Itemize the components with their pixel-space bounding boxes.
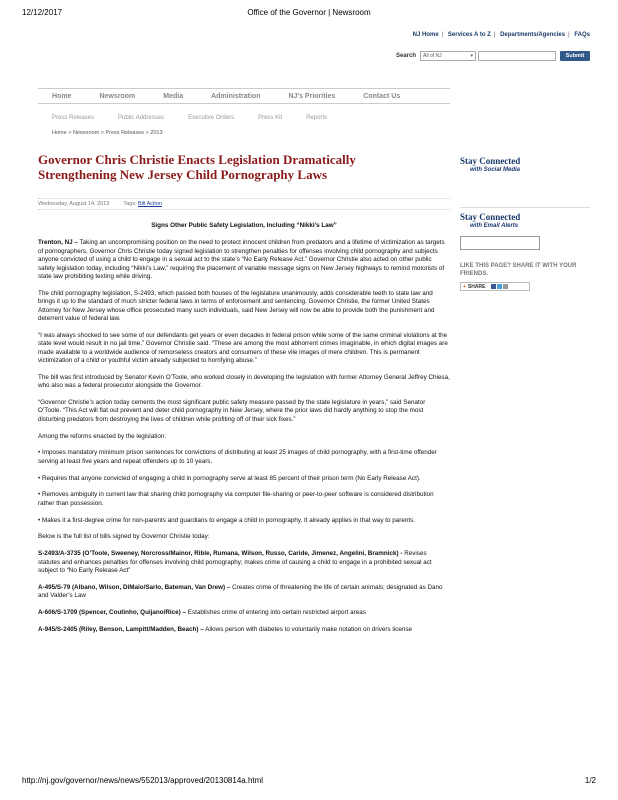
print-title: Office of the Governor | Newsroom <box>247 8 371 17</box>
page-title: Governor Chris Christie Enacts Legislation Dramatically Strengthening New Jersey Child Pornography Laws <box>38 152 356 182</box>
paragraph: “I was always shocked to see some of our defendants get years or even decades in federal prison while some of the same criminal violations at the state level would result in no jail time,” Governor Christie said. “These are among the most abhorrent crimes imaginable, in which digital images are made available to a worldwide audience of remorseless creators and consumers of these vile images of mere children. This is permanent victimization of a child or youthful victim already subjected to horrifying abuse.” <box>38 331 448 365</box>
bullet-item: • Removes ambiguity in current law that sharing child pornography via computer file-sharing or peer-to-peer software is considered distribution rather than possession. <box>38 491 434 507</box>
chevron-down-icon: ▾ <box>470 53 473 59</box>
search-bar <box>396 50 590 62</box>
divider <box>460 207 590 208</box>
dateline: Trenton, NJ – <box>38 239 78 247</box>
search-label: Search <box>395 53 416 59</box>
subnav-public-addresses[interactable]: Public Addresses <box>118 115 165 121</box>
bill-item <box>38 584 450 601</box>
bill-item <box>38 626 450 634</box>
tags-label: Tags: <box>123 201 137 207</box>
plus-icon: + <box>463 283 466 290</box>
facebook-icon[interactable] <box>491 284 496 289</box>
nav-priorities[interactable]: NJ's Priorities <box>288 92 336 100</box>
print-url: http://nj.gov/governor/news/news/552013/approved/20130814a.html <box>22 776 264 785</box>
article-body <box>38 222 450 643</box>
paragraph: Below is the full list of bills signed by Governor Christie today: <box>38 533 210 541</box>
social-media-title[interactable]: Stay Connected <box>460 156 521 166</box>
bill-number: A-495/S-79 (Albano, Wilson, DiMaio/Sarlo, Bateman, Van Drew) – <box>38 583 231 591</box>
page-number: 1/2 <box>584 776 596 785</box>
subnav-reports[interactable]: Reports <box>306 115 328 121</box>
twitter-icon[interactable] <box>497 284 502 289</box>
email-icon[interactable] <box>503 284 508 289</box>
email-field[interactable] <box>460 236 540 250</box>
article-meta <box>38 198 450 210</box>
nav-media[interactable]: Media <box>163 92 184 100</box>
bullet-item: • Makes it a first-degree crime for non-parents and guardians to engage a child in pornography. It already applies in that way to parents. <box>38 516 415 524</box>
top-links: NJ Home | Services A to Z | Departments/Agencies | FAQs <box>412 32 590 38</box>
faqs-link[interactable]: FAQs <box>574 32 590 38</box>
bill-description: Revises statutes and enhances penalties for offenses involving child pornography; makes crime of causing a child to engage in a prohibited sexual act subject to “No Early Release Act” <box>38 550 432 575</box>
bill-number: S-2493/A-3735 (O’Toole, Sweeney, Norcross/Mainor, Rible, Rumana, Wilson, Russo, Caride, Jimenez, Angelini, Bramnick) - <box>38 550 403 558</box>
email-alerts-title[interactable]: Stay Connected <box>460 212 521 222</box>
sub-nav <box>38 112 450 124</box>
bill-description: Creates crime of threatening the life of certain animals; designated as Dano and Valder’s Law <box>38 583 443 600</box>
subnav-executive-orders[interactable]: Executive Orders <box>188 115 235 121</box>
search-scope-select[interactable] <box>420 51 476 61</box>
article-subhead: Signs Other Public Safety Legislation, Including “Nikki’s Law” <box>151 222 337 229</box>
paragraph: “Governor Christie’s action today cements the most significant public safety measure passed by the state legislature in years,” said Senator O’Toole. “This Act will flat out prevent and deter child pornography in New Jersey, where the prior laws did hardly anything to stop the most disturbing predators from destroying the lives of children while profiting off of their sick fixes.” <box>38 399 426 423</box>
print-footer <box>22 776 596 788</box>
bill-description: Allows person with diabetes to voluntarily make notation on drivers license <box>203 625 413 633</box>
email-alerts-subtitle[interactable]: with Email Alerts <box>470 223 519 229</box>
print-date: 12/12/2017 <box>22 8 63 17</box>
services-link[interactable]: Services A to Z <box>447 32 491 38</box>
share-label: SHARE <box>467 283 486 290</box>
sidebar <box>460 156 590 291</box>
main-nav <box>38 88 450 104</box>
paragraph: Among the reforms enacted by the legislation: <box>38 432 167 440</box>
bullet-item: • Requires that anyone convicted of engaging a child in pornography serve at least 85 percent of their prison term (No Early Release Act). <box>38 474 421 482</box>
breadcrumb[interactable]: Home > Newsroom > Press Releases > 2013 <box>52 130 163 136</box>
nav-home[interactable]: Home <box>52 92 72 100</box>
social-media-subtitle[interactable]: with Social Media <box>470 167 521 173</box>
share-button[interactable] <box>460 282 530 291</box>
nav-administration[interactable]: Administration <box>211 92 261 100</box>
subnav-press-releases[interactable]: Press Releases <box>52 115 95 121</box>
search-scope-value: All of NJ <box>423 53 442 59</box>
bill-item <box>38 609 450 617</box>
paragraph: The child pornography legislation, S-2493, which passed both houses of the legislature unanimously, adds considerable teeth to state law and brings it up to the standard of much stricter federal laws in terms of enforcement and sentencing. Governor Christie, the former United States Attorney for New Jersey whose office prosecuted many such individuals, said New Jersey will now be able to provide both the punishment and deterrent value of federal law. <box>38 289 435 323</box>
bill-item <box>38 550 450 575</box>
bill-number: A-945/S-2405 (Riley, Benson, Lampitt/Madden, Beach) – <box>38 625 204 633</box>
article-date: Wednesday, August 14, 2013 <box>38 201 110 207</box>
nav-contact[interactable]: Contact Us <box>363 92 401 100</box>
nj-home-link[interactable]: NJ Home <box>412 32 439 38</box>
bill-number: A-606/S-1709 (Spencer, Coutinho, Quijano/Rice) – <box>38 609 187 617</box>
paragraph <box>38 239 450 281</box>
search-submit-button[interactable]: Submit <box>560 51 590 61</box>
paragraph: The bill was first introduced by Senator Kevin O’Toole, who worked closely in developing the legislation with former Attorney General Jeffrey Chiesa, who also was a federal prosecutor alongside the Governor. <box>38 373 450 390</box>
share-prompt: LIKE THIS PAGE? SHARE IT WITH YOUR FRIENDS. <box>460 263 577 277</box>
departments-link[interactable]: Departments/Agencies <box>500 32 566 38</box>
search-input[interactable] <box>478 51 556 61</box>
bill-description: Establishes crime of entering into certain restricted airport areas <box>186 609 366 617</box>
tag-bill-action-link[interactable]: Bill Action <box>138 201 162 207</box>
subnav-press-kit[interactable]: Press Kit <box>258 115 283 121</box>
article-tags <box>123 201 162 207</box>
bullet-item: • Imposes mandatory minimum prison sentences for convictions of distributing at least 25 images of child pornography, with a first-time offender serving at least five years and repeat offenders up to 10 years. <box>38 449 437 465</box>
nav-newsroom[interactable]: Newsroom <box>99 92 136 100</box>
print-header <box>22 8 596 20</box>
paragraph-text: Taking an uncompromising position on the need to protect innocent children from predators and a lifetime of victimization as targets of pornographers, Governor Chris Christie today signed legislation to strengthen penalties for offenses involving child pornography and subjects anyone convicted of using a child to engage in a sexual act to the state’s “No Early Release Act.” Governor Christie also acted on other public safety legislation today, including “Nikki’s Law,” requiring the placement of variable message signs on New Jersey highways to remind motorists of state law prohibiting texting while driving. <box>38 239 445 281</box>
